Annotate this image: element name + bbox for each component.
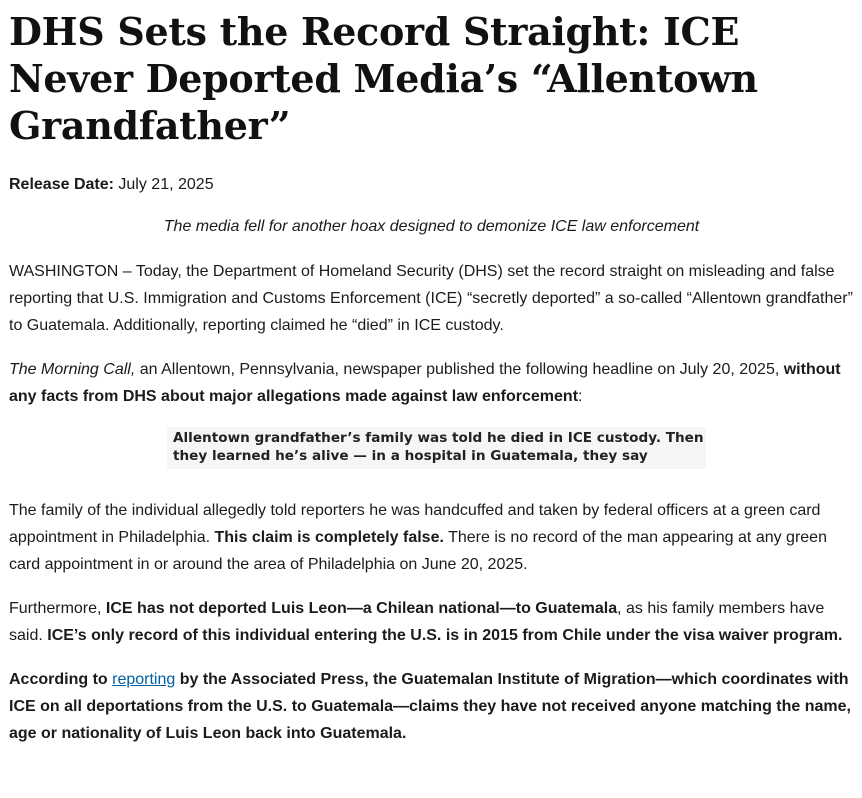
paragraph-text: The family of the individual allegedly told reporters he was handcuffed and taken by federal officers at a green card appointment in Philadelphia. — [9, 502, 821, 546]
paragraph-text: Furthermore, — [9, 600, 106, 617]
emphasis-text: ICE’s only record of this individual entering the U.S. is in 2015 from Chile under the visa waiver program. — [47, 627, 843, 644]
headline-screenshot: Allentown grandfather’s family was told he died in ICE custody. Then they learned he’s alive — in a hospital in Guatemala, they say — [167, 427, 706, 469]
release-date-label: Release Date: — [9, 176, 114, 193]
press-release — [0, 8, 854, 747]
release-date-value: July 21, 2025 — [118, 176, 214, 193]
reporting-link[interactable]: reporting — [112, 671, 176, 688]
paragraph-text: There is no record of the man appearing at any green card appointment in or around the area of Philadelphia on June 20, 2025. — [9, 529, 827, 573]
page-title: DHS Sets the Record Straight: ICE Never Deported Media’s “Allentown Grandfather” — [9, 9, 758, 148]
paragraph-text: an Allentown, Pennsylvania, newspaper published the following headline on July 20, 2025, — [135, 361, 784, 378]
subtitle: The media fell for another hoax designed to demonize ICE law enforcement — [163, 218, 700, 235]
paragraph-text: , as his family members have said. — [9, 600, 825, 644]
emphasis-text: by the Associated Press, the Guatemalan Institute of Migration—which coordinates with ICE on all deportations from the U.S. to Guatemala—claims they have not received anyone matching the name, age or nationality of Luis Leon back into Guatemala. — [9, 671, 851, 742]
emphasis-text: ICE has not deported Luis Leon—a Chilean national—to Guatemala — [105, 600, 618, 617]
paragraph-furthermore — [9, 595, 854, 649]
emphasis-text: According to — [9, 671, 113, 688]
emphasis-text: This claim is completely false. — [214, 529, 444, 546]
emphasis-text: without any facts from DHS about major allegations made against law enforcement — [9, 361, 841, 405]
paragraph-end: : — [578, 388, 583, 405]
newspaper-name: The Morning Call, — [9, 361, 136, 378]
paragraph-washington: WASHINGTON – Today, the Department of Homeland Security (DHS) set the record straight on misleading and false reporting that U.S. Immigration and Customs Enforcement (ICE) “secretly deported” a so-called “Allentown grandfather” to Guatemala. Additionally, reporting claimed he “died” in ICE custody. — [9, 263, 853, 334]
release-date-line — [9, 174, 854, 196]
paragraph-associated-press — [9, 666, 854, 747]
paragraph-family-claim — [9, 497, 854, 578]
paragraph-morning-call — [9, 356, 854, 410]
